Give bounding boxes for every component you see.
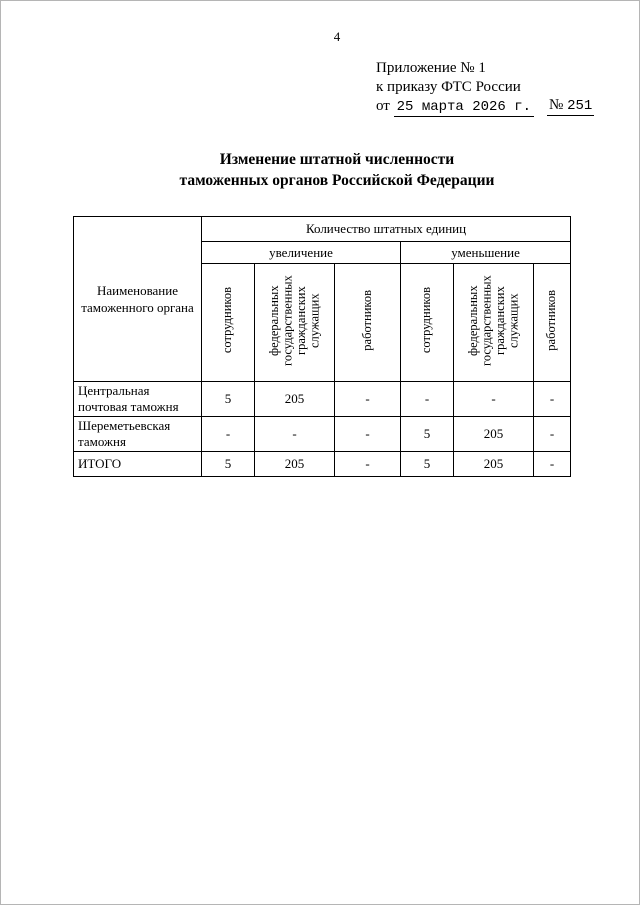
row-value: - [335, 382, 401, 417]
row-value: - [534, 452, 571, 477]
appendix-header-line1: Приложение № 1 [376, 60, 486, 76]
number-sign: № [549, 97, 564, 113]
appendix-header-line2: к приказу ФТС России [376, 79, 521, 95]
row-value: 5 [202, 452, 255, 477]
row-value: - [454, 382, 534, 417]
row-value: - [401, 382, 454, 417]
subcolumn-label: федеральных государственных гражданских служащих [266, 275, 321, 366]
page-number: 4 [333, 29, 341, 44]
row-value: - [202, 417, 255, 452]
subcolumn-header-decrease-civil-servants [454, 264, 534, 382]
row-value: - [534, 417, 571, 452]
row-value: 5 [401, 452, 454, 477]
subcolumn-header-decrease-workers [534, 264, 571, 382]
row-value: 5 [401, 417, 454, 452]
row-value: - [534, 382, 571, 417]
order-date-value: 25 марта 2026 г. [394, 99, 534, 117]
column-group-header: Количество штатных единиц [202, 217, 571, 242]
row-value: - [255, 417, 335, 452]
column-group-increase: увеличение [202, 242, 401, 264]
order-number-value: 251 [567, 98, 593, 114]
row-value: 205 [454, 417, 534, 452]
subcolumn-label: работников [544, 290, 559, 351]
table-row-total [74, 452, 571, 477]
row-value: - [335, 417, 401, 452]
row-value: 205 [255, 382, 335, 417]
subcolumn-header-increase-civil-servants [255, 264, 335, 382]
order-number [547, 97, 594, 116]
row-value: 5 [202, 382, 255, 417]
row-value: - [335, 452, 401, 477]
document-title-line1: Изменение штатной численности [219, 151, 455, 168]
subcolumn-header-increase-workers [335, 264, 401, 382]
row-value: 205 [454, 452, 534, 477]
table-row [74, 382, 571, 417]
column-header-name: Наименование таможенного органа [74, 217, 202, 382]
subcolumn-label: сотрудников [220, 287, 235, 354]
row-name: ИТОГО [74, 452, 202, 477]
row-value: 205 [255, 452, 335, 477]
staff-changes-table [73, 216, 571, 477]
row-name: Шереметьевская таможня [74, 417, 202, 452]
table-row [74, 417, 571, 452]
document-title [73, 149, 601, 191]
subcolumn-label: работников [359, 290, 374, 351]
subcolumn-header-decrease-employees [401, 264, 454, 382]
row-name: Центральная почтовая таможня [74, 382, 202, 417]
subcolumn-label: сотрудников [419, 287, 434, 354]
subcolumn-label: федеральных государственных гражданских служащих [465, 275, 520, 366]
column-group-decrease: уменьшение [401, 242, 571, 264]
document-title-line2: таможенных органов Российской Федерации [179, 172, 495, 189]
date-prefix: от [376, 98, 390, 114]
subcolumn-header-increase-employees [202, 264, 255, 382]
